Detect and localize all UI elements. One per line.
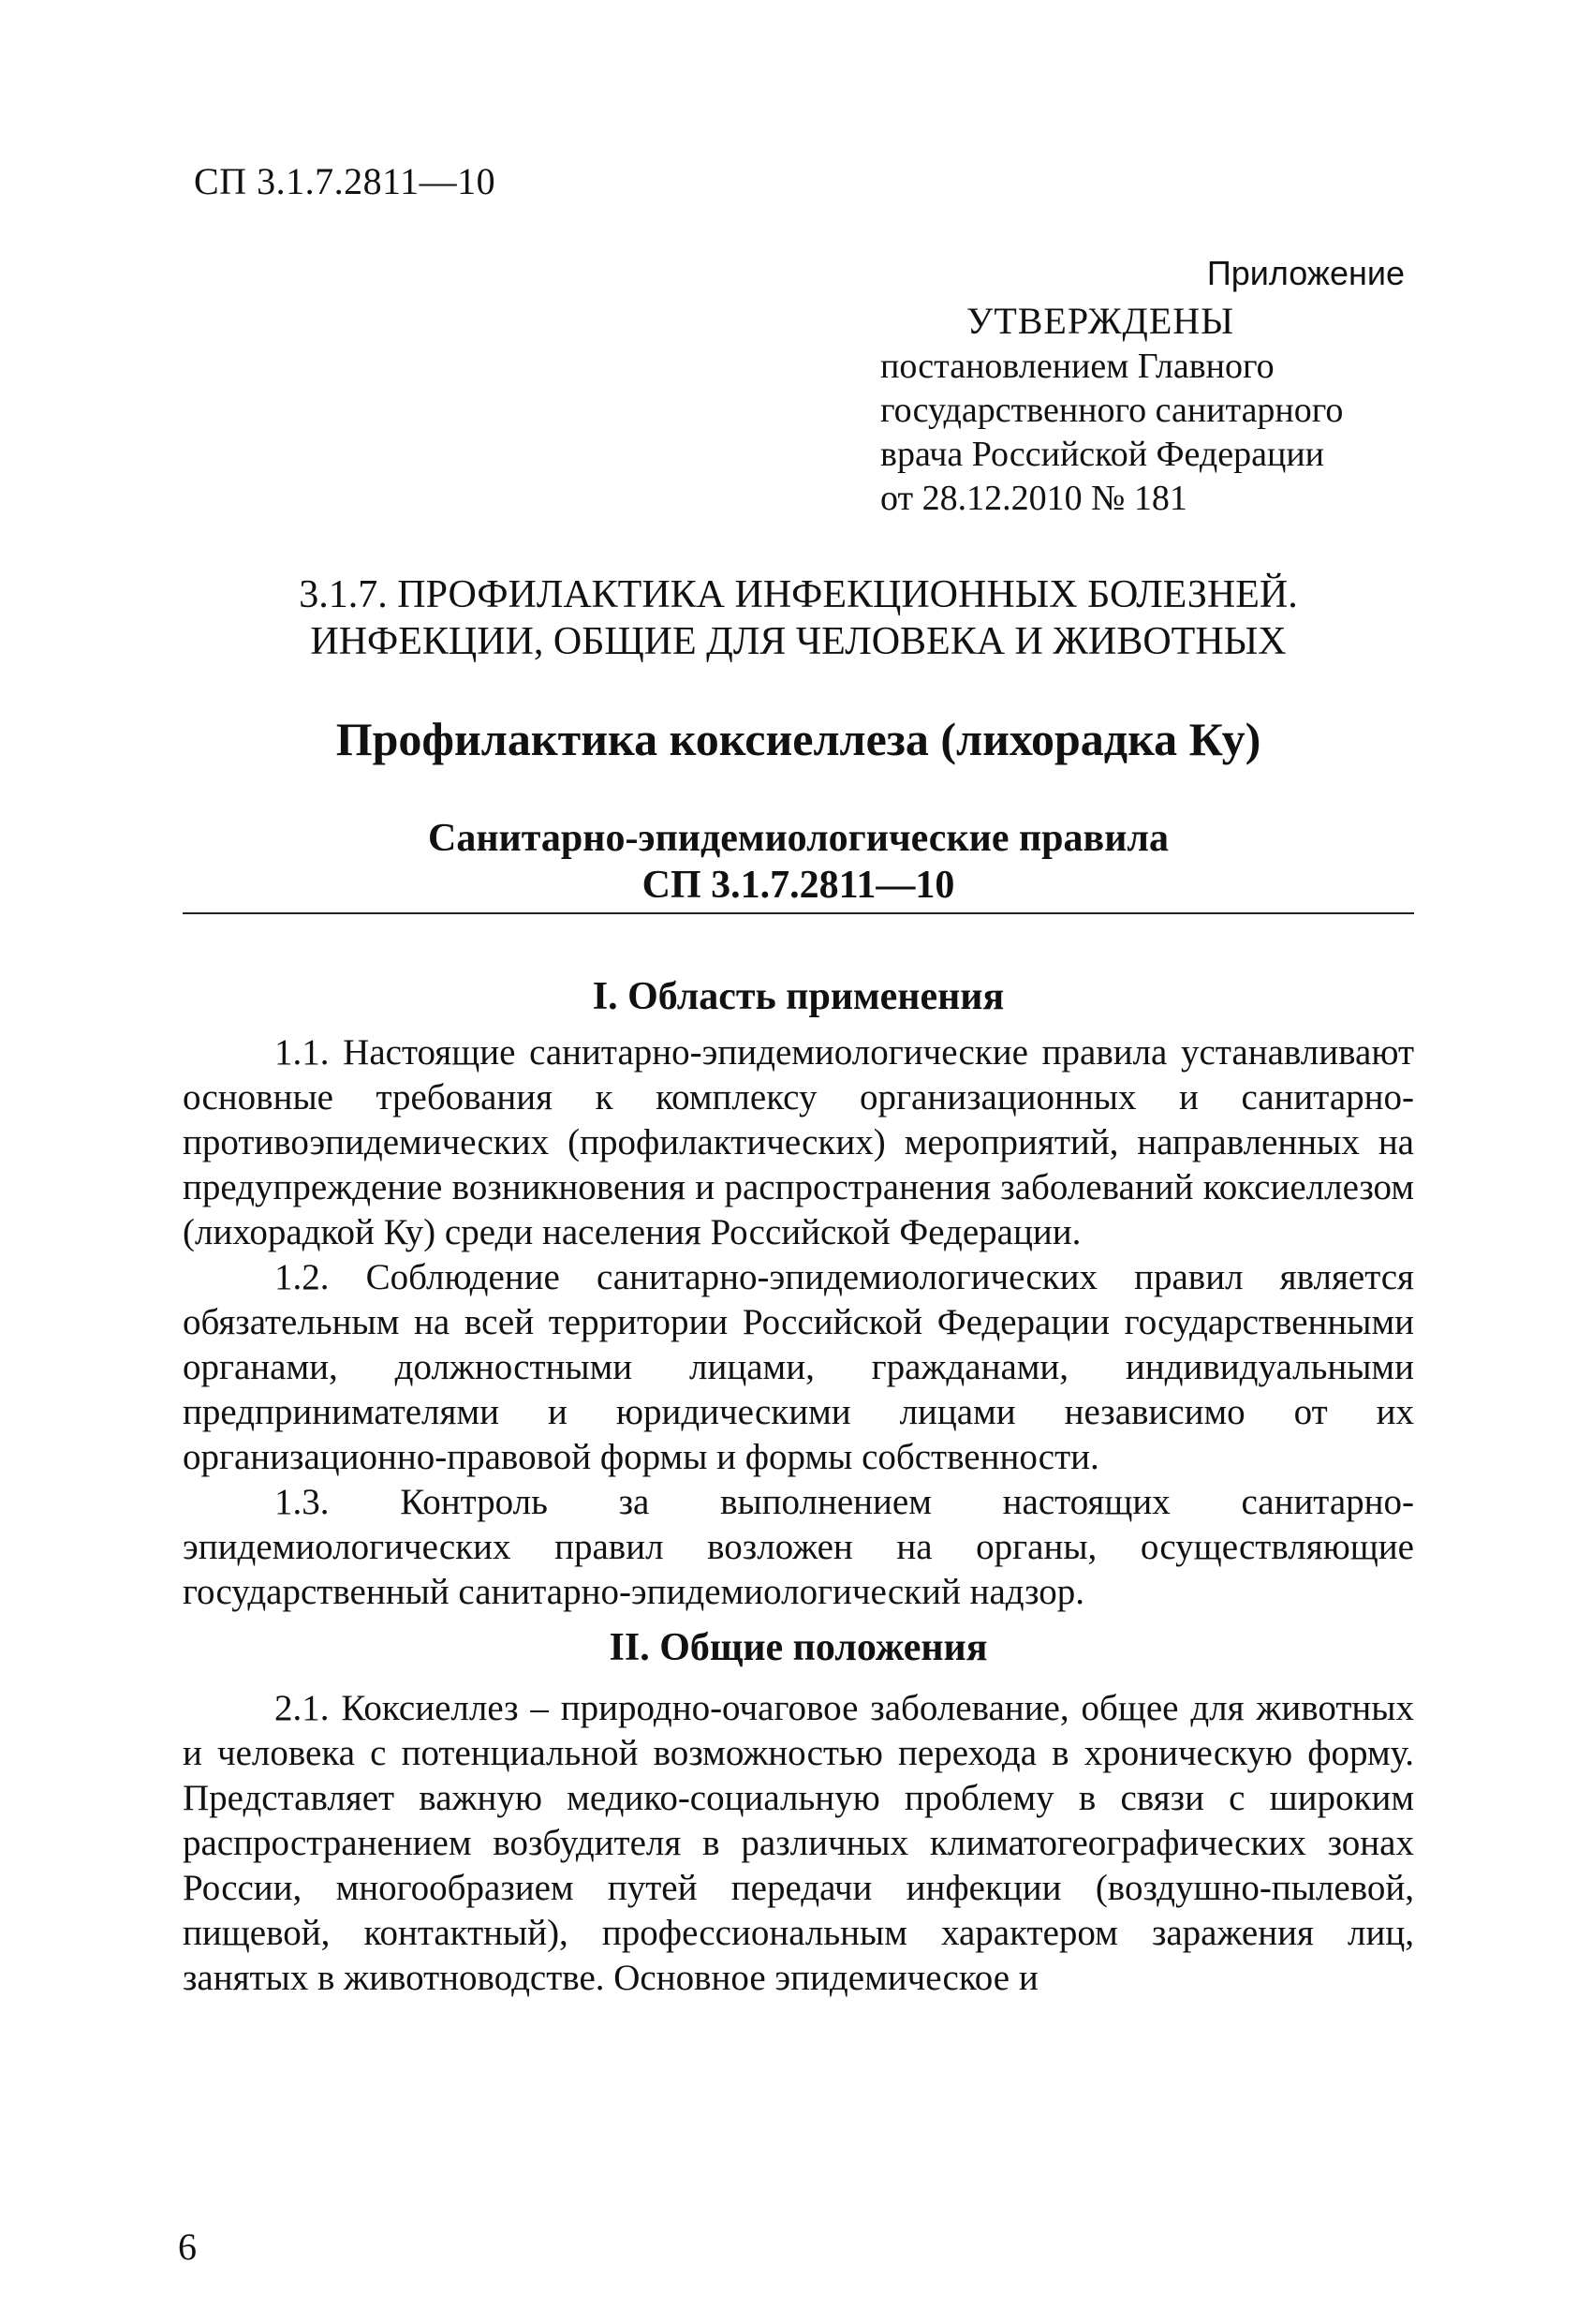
document-title: Профилактика коксиеллеза (лихорадка Ку) [335, 713, 1261, 765]
paragraph: 1.2. Соблюдение санитарно-эпидемиологических правил является обязательным на всей территории Российской Федерации государственными органами, должностными лицами, гражданами, индивидуальными предпринимателями и юридическими лицами независимо от их организационно-правовой формы и формы собственности. [183, 1257, 1414, 1477]
chapter-heading: II. Общие положения [609, 1626, 988, 1669]
running-header: СП 3.1.7.2811—10 [194, 160, 496, 202]
subtitle-line: Санитарно-эпидемиологические правила [428, 817, 1169, 860]
section-code [183, 571, 1414, 665]
approval-block [880, 251, 1423, 521]
chapter-body [183, 1686, 1414, 2001]
page-number: 6 [178, 2226, 197, 2268]
approval-line: государственного санитарного [880, 391, 1344, 430]
document-subtitle [183, 815, 1414, 909]
chapter-heading: I. Область применения [592, 975, 1005, 1018]
section-code-line: 3.1.7. ПРОФИЛАКТИКА ИНФЕКЦИОННЫХ БОЛЕЗНЕЙ. [299, 573, 1298, 616]
appendix-label: Приложение [1206, 254, 1405, 292]
divider [183, 912, 1414, 914]
approved-label: УТВЕРЖДЕНЫ [966, 300, 1235, 342]
approval-line: постановлением Главного [880, 347, 1275, 386]
paragraph: 1.3. Контроль за выполнением настоящих санитарно-эпидемиологических правил возложен на органы, осуществляющие государственный санитарно-эпидемиологический надзор. [183, 1482, 1414, 1612]
paragraph: 1.1. Настоящие санитарно-эпидемиологические правила устанавливают основные требования к комплексу организационных и санитарно-противоэпидемических (профилактических) мероприятий, направленных на предупреждение возникновения и распространения заболеваний коксиеллезом (лихорадкой Ку) среди населения Российской Федерации. [183, 1032, 1414, 1252]
chapter-body [183, 1030, 1414, 1615]
section-code-line: ИНФЕКЦИИ, ОБЩИЕ ДЛЯ ЧЕЛОВЕКА И ЖИВОТНЫХ [310, 620, 1287, 663]
approval-line: врача Российской Федерации [880, 435, 1324, 474]
paragraph: 2.1. Коксиеллез – природно-очаговое заболевание, общее для животных и человека с потенциальной возможностью перехода в хроническую форму. Представляет важную медико-социальную проблему в связи с широким распространением возбудителя в различных климатогеографических зонах России, многообразием путей передачи инфекции (воздушно-пылевой, пищевой, контактный), профессиональным характером заражения лиц, занятых в животноводстве. Основное эпидемическое и [183, 1688, 1414, 1998]
subtitle-line: СП 3.1.7.2811—10 [641, 864, 955, 907]
approval-line: от 28.12.2010 № 181 [880, 479, 1187, 518]
